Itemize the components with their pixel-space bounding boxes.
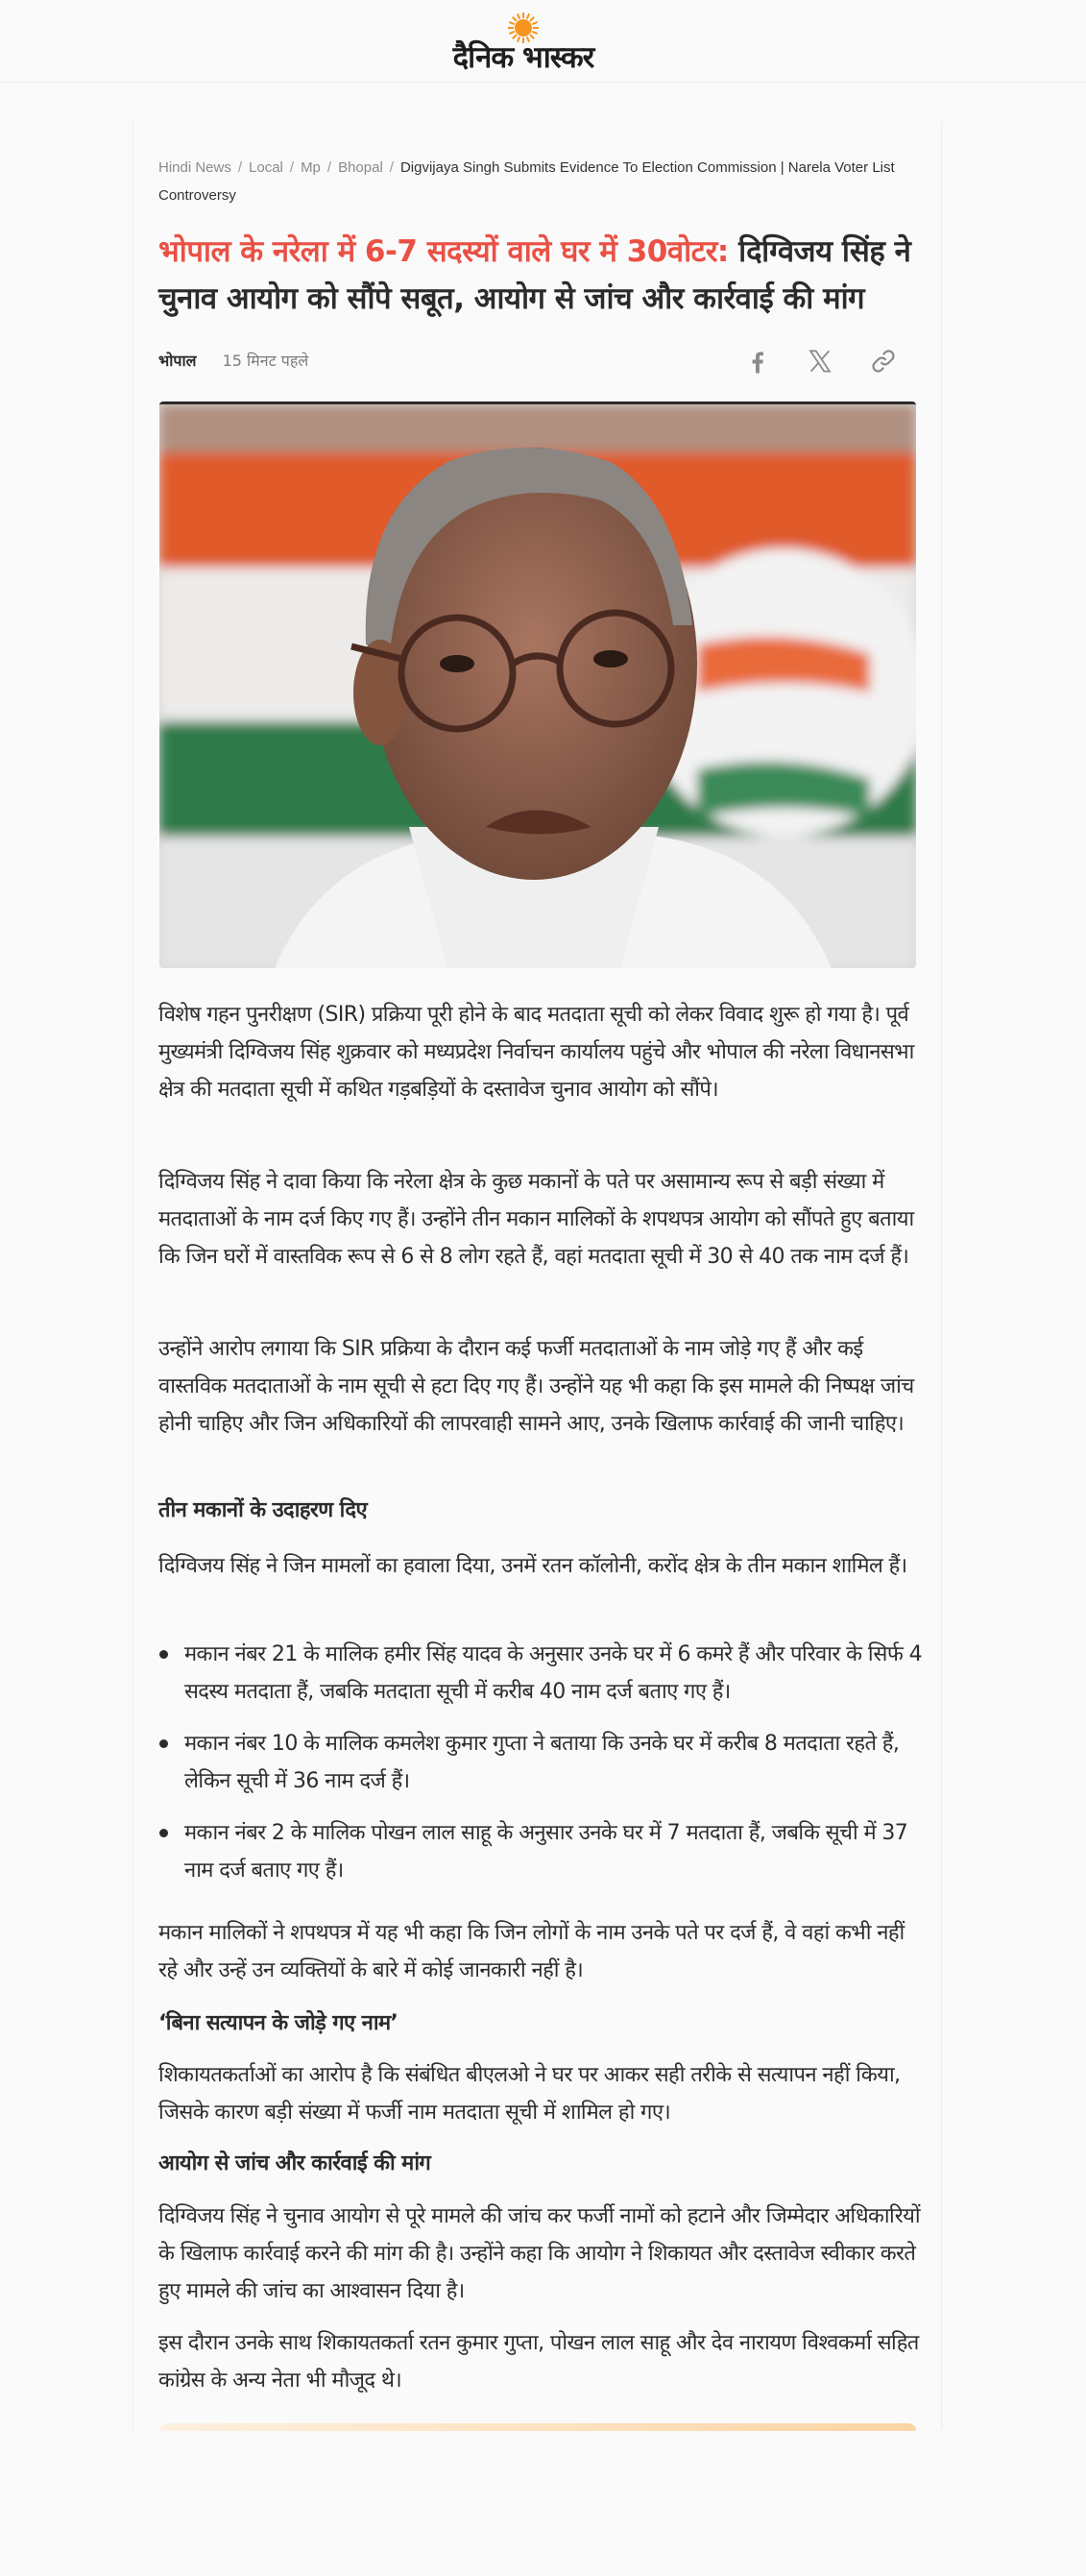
list-item — [158, 1814, 922, 1889]
article-paragraph: विशेष गहन पुनरीक्षण (SIR) प्रक्रिया पूरी होने के बाद मतदाता सूची को लेकर विवाद शुरू हो गया है। पूर्व मुख्यमंत्री दिग्विजय सिंह शुक्रवार को मध्यप्रदेश निर्वाचन कार्यालय पहुंचे और भोपाल की नरेला विधानसभा क्षेत्र की मतदाता सूची में कथित गड़बड़ियों के दस्तावेज चुनाव आयोग को सौंपे। — [158, 1003, 914, 1102]
article-paragraph: दिग्विजय सिंह ने जिन मामलों का हवाला दिया, उनमें रतन कॉलोनी, करोंद क्षेत्र के तीन मकान शामिल हैं। — [158, 1554, 907, 1578]
article-paragraph: मकान मालिकों ने शपथपत्र में यह भी कहा कि जिन लोगों के नाम उनके पते पर दर्ज हैं, वे वहां कभी नहीं रहे और उन्हें उन व्यक्तियों के बारे में कोई जानकारी नहीं है। — [158, 1921, 905, 1982]
headline-highlight: भोपाल के नरेला में 6-7 सदस्यों वाले घर में 30वोटर: — [158, 234, 729, 269]
breadcrumb-mp[interactable]: Mp — [301, 159, 321, 176]
bullet-icon — [159, 1739, 168, 1748]
share-x-button[interactable] — [803, 344, 837, 378]
article-city[interactable]: भोपाल — [158, 352, 197, 370]
article-paragraph: दिग्विजय सिंह ने दावा किया कि नरेला क्षेत्र के कुछ मकानों के पते पर असामान्य रूप से बड़ी संख्या में मतदाताओं के नाम दर्ज किए गए हैं। उन्होंने तीन मकान मालिकों के शपथपत्र आयोग को सौंपते हुए बताया कि जिन घरों में वास्तविक रूप से 6 से 8 लोग रहते हैं, वहां मतदाता सूची में 30 से 40 तक नाम दर्ज हैं। — [158, 1170, 914, 1269]
article-paragraph: उन्होंने आरोप लगाया कि SIR प्रक्रिया के दौरान कई फर्जी मतदाताओं के नाम जोड़े गए हैं और कई वास्तविक मतदाताओं के नाम सूची से हटा दिए गए हैं। उन्होंने यह भी कहा कि इस मामले की निष्पक्ष जांच होनी चाहिए और जिन अधिकारियों की लापरवाही सामने आए, उनके खिलाफ कार्रवाई की जानी चाहिए। — [158, 1337, 914, 1436]
breadcrumb-bhopal[interactable]: Bhopal — [338, 159, 383, 176]
breadcrumb-local[interactable]: Local — [249, 159, 283, 176]
share-copy-link-button[interactable] — [866, 344, 901, 378]
examples-list — [158, 1636, 922, 1904]
breadcrumb-separator: / — [326, 159, 332, 176]
dainik-bhaskar-logo[interactable] — [434, 10, 613, 77]
promo-banner-top-edge — [159, 2423, 916, 2431]
list-item-text: मकान नंबर 10 के मालिक कमलेश कुमार गुप्ता ने बताया कि उनके घर में करीब 8 मतदाता रहते हैं, लेकिन सूची में 36 नाम दर्ज हैं। — [184, 1732, 900, 1793]
site-header — [0, 0, 1086, 83]
breadcrumb-hindi-news[interactable]: Hindi News — [158, 159, 231, 176]
list-item-text: मकान नंबर 21 के मालिक हमीर सिंह यादव के अनुसार उनके घर में 6 कमरे हैं और परिवार के सिर्फ 4 सदस्य मतदाता हैं, जबकि मतदाता सूची में करीब 40 नाम दर्ज बताए गए हैं। — [184, 1642, 922, 1704]
breadcrumb-separator: / — [289, 159, 295, 176]
headline-rest: दिग्विजय सिंह ने चुनाव आयोग को सौंपे सबूत, आयोग से जांच और कार्रवाई की मांग — [158, 234, 911, 316]
share-facebook-button[interactable] — [740, 344, 775, 378]
logo-text: दैनिक भास्कर — [452, 40, 594, 75]
list-item — [158, 1636, 922, 1711]
list-item — [158, 1725, 922, 1800]
breadcrumb — [158, 154, 917, 209]
bullet-icon — [159, 1650, 168, 1659]
article-paragraph: शिकायतकर्ताओं का आरोप है कि संबंधित बीएलओ ने घर पर आकर सही तरीके से सत्यापन नहीं किया, जिसके कारण बड़ी संख्या में फर्जी नाम मतदाता सूची में शामिल हो गए। — [158, 2063, 901, 2125]
section-heading: ‘बिना सत्यापन के जोड़े गए नाम’ — [158, 2011, 398, 2035]
breadcrumb-separator: / — [237, 159, 243, 176]
breadcrumb-current: Digvijaya Singh Submits Evidence To Election Commission | Narela Voter List Controversy — [158, 159, 895, 204]
breadcrumb-separator: / — [389, 159, 394, 176]
x-twitter-icon — [806, 347, 834, 376]
list-item-text: मकान नंबर 2 के मालिक पोखन लाल साहू के अनुसार उनके घर में 7 मतदाता हैं, जबकि सूची में 37 नाम दर्ज बताए गए हैं। — [184, 1821, 908, 1883]
link-icon — [869, 347, 898, 376]
facebook-icon — [743, 347, 772, 376]
portrait-image — [159, 404, 916, 968]
article-paragraph: इस दौरान उनके साथ शिकायतकर्ता रतन कुमार गुप्ता, पोखन लाल साहू और देव नारायण विश्वकर्मा सहित कांग्रेस के अन्य नेता भी मौजूद थे। — [158, 2331, 919, 2393]
article-paragraph: दिग्विजय सिंह ने चुनाव आयोग से पूरे मामले की जांच कर फर्जी नामों को हटाने और जिम्मेदार अधिकारियों के खिलाफ कार्रवाई करने की मांग की है। उन्होंने कहा कि आयोग ने शिकायत और दस्तावेज स्वीकार करते हुए मामले की जांच का आश्वासन दिया है। — [158, 2204, 920, 2303]
hero-image[interactable] — [159, 401, 916, 968]
article-time: 15 मिनट पहले — [222, 352, 309, 370]
section-heading: तीन मकानों के उदाहरण दिए — [158, 1498, 368, 1522]
bullet-icon — [159, 1829, 168, 1837]
section-heading: आयोग से जांच और कार्रवाई की मांग — [158, 2151, 431, 2175]
article-headline — [158, 229, 917, 323]
article-meta — [158, 348, 308, 375]
